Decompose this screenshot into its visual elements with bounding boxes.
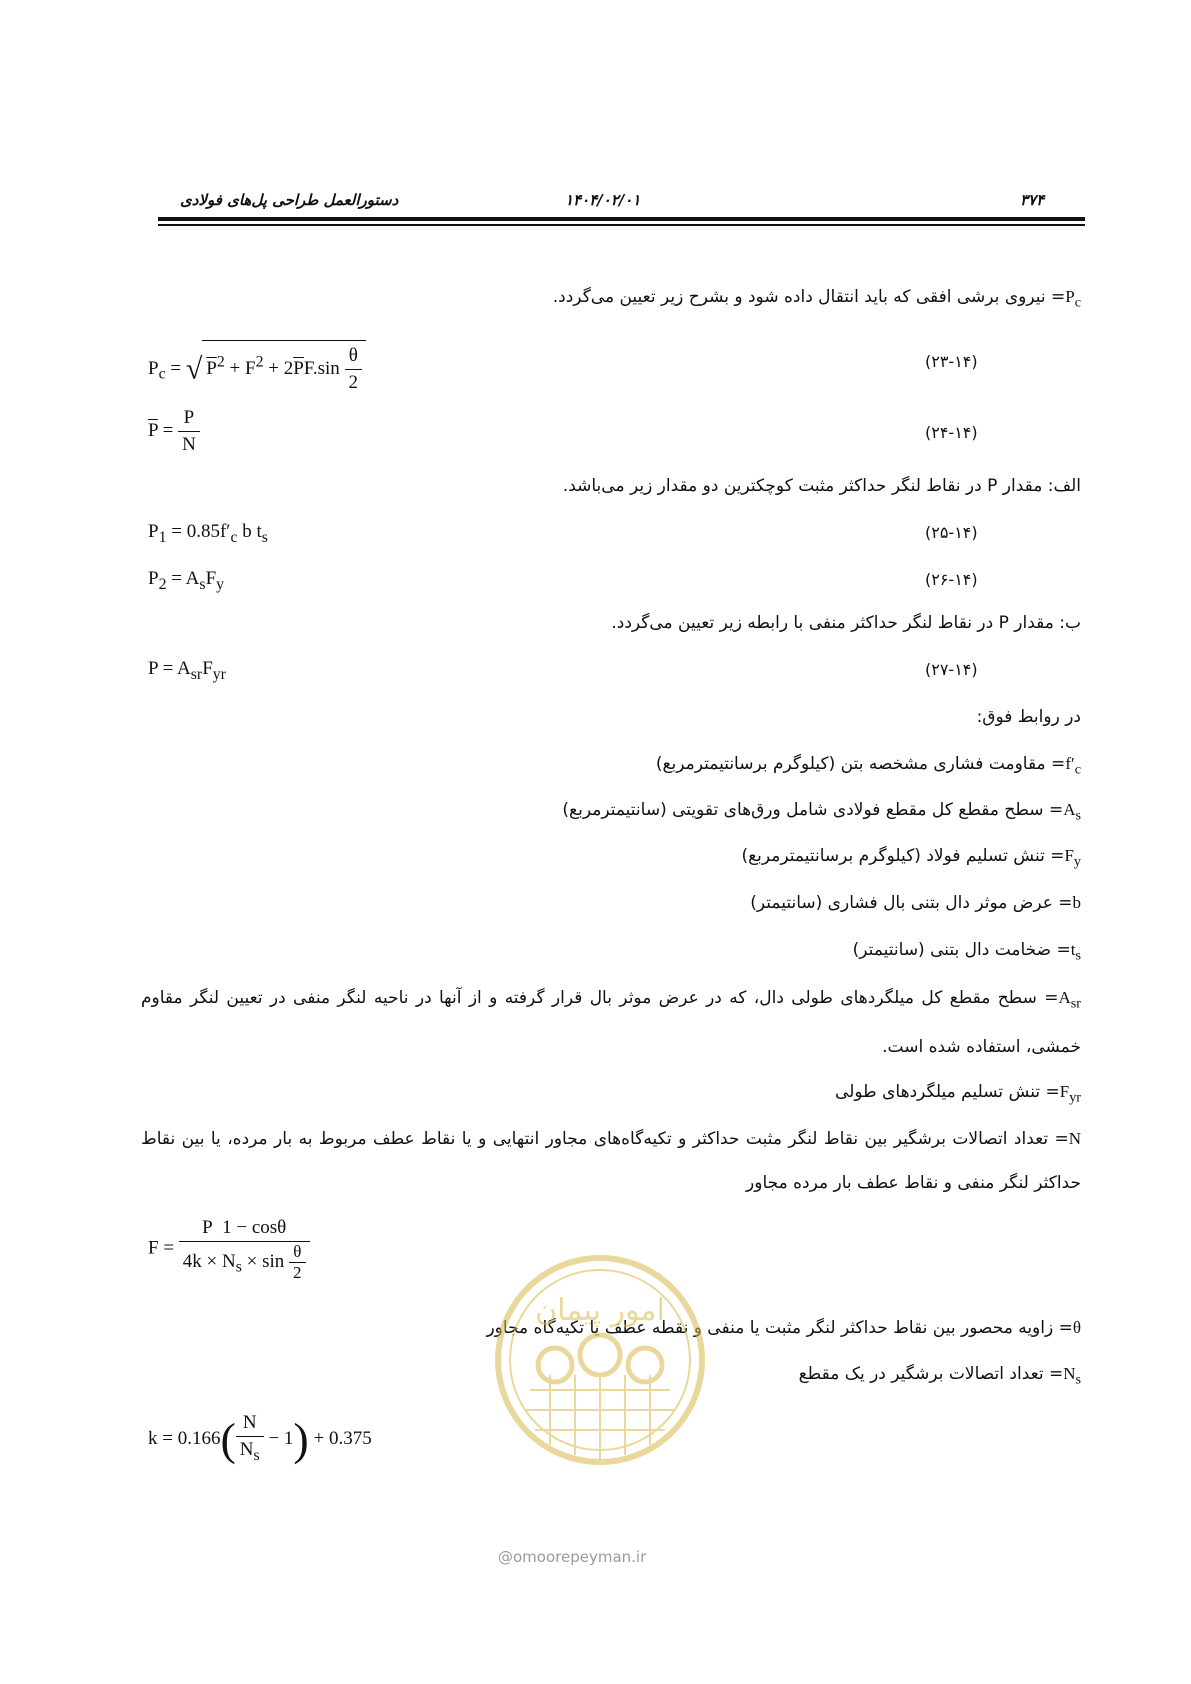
equation-k: k = 0.166( $\frac{N}{N_s}$ − 1) + 0.375: [148, 1412, 372, 1465]
header-rule-thick: [158, 217, 1085, 221]
fc-definition-text: = مقاومت فشاری مشخصه بتن (کیلوگرم برسانتیمترمربع): [655, 754, 1066, 774]
b-definition-text: = عرض موثر دال بتنی بال فشاری (سانتیمتر): [750, 893, 1073, 913]
fy-definition: [741, 846, 1081, 870]
watermark-logo: [490, 1250, 710, 1470]
n-definition-text: = تعداد اتصالات برشگیر بین نقاط لنگر مثبت حداکثر و تکیه‌گاه‌های مجاور انتهایی و یا نقاط عطف مربوط به بار مرده، یا بین نقاط حداکثر لنگر منفی و نقاط عطف بار مرده مجاور: [141, 1129, 1081, 1193]
asr-definition-text: = سطح مقطع کل میلگردهای طولی دال، که در عرض موثر بال قرار گرفته و از آنها در ناحیه لنگر منفی در تعیین لنگر مقاوم خمشی، استفاده شده است.: [141, 988, 1081, 1058]
theta-definition-text: = زاویه محصور بین نقاط حداکثر لنگر مثبت یا منفی و نقطه عطف یا تکیه‌گاه مجاور: [486, 1318, 1073, 1338]
case-b-text: ب: مقدار P در نقاط لنگر حداکثر منفی با رابطه زیر تعیین می‌گردد.: [611, 613, 1081, 633]
n-definition: [141, 1117, 1081, 1205]
case-a-text: الف: مقدار P در نقاط لنگر حداکثر مثبت کوچکترین دو مقدار زیر می‌باشد.: [562, 476, 1081, 496]
fyr-symbol: $F_{yr}$: [1059, 1082, 1081, 1106]
fc-definition: [656, 754, 1081, 778]
pc-definition-text: = نیروی برشی افقی که باید انتقال داده شود و بشرح زیر تعیین می‌گردد.: [552, 287, 1066, 307]
fyr-definition-text: = تنش تسلیم میلگردهای طولی: [835, 1082, 1060, 1102]
ts-definition-text: = ضخامت دال بتنی (سانتیمتر): [852, 940, 1071, 960]
equation-26: $P_2 = A_sF_y$: [148, 568, 225, 593]
as-definition-text: = سطح مقطع کل مقطع فولادی شامل ورق‌های تقویتی (سانتیمترمربع): [562, 800, 1064, 820]
equation-24: $\overline{P}$ = $\frac{P}{N}$: [148, 405, 200, 458]
ts-symbol: $t_s$: [1070, 940, 1081, 964]
ns-definition: [799, 1364, 1081, 1388]
pc-symbol: $P_c$: [1065, 287, 1081, 311]
asr-symbol: $A_{sr}$: [1058, 988, 1081, 1012]
ts-definition: [853, 940, 1081, 964]
as-definition: [562, 800, 1081, 824]
as-symbol: $A_s$: [1063, 800, 1081, 824]
b-symbol: b: [1072, 893, 1081, 912]
page-number: ۳۷۴: [1020, 191, 1045, 209]
equation-number-25: (۲۵-۱۴): [925, 523, 978, 542]
ns-definition-text: = تعداد اتصالات برشگیر در یک مقطع: [798, 1364, 1064, 1384]
equation-27: $P = A_{sr}F_{yr}$: [148, 658, 226, 683]
fy-definition-text: = تنش تسلیم فولاد (کیلوگرم برسانتیمترمربع): [741, 846, 1065, 866]
where-label: در روابط فوق:: [976, 707, 1081, 727]
theta-symbol: θ: [1072, 1318, 1081, 1337]
svg-text:امور پیمان: امور پیمان: [535, 1293, 665, 1328]
equation-25: $P_1 = 0.85f'_c$ b $t_s$: [148, 521, 268, 546]
watermark-url: @omoorepeyman.ir: [498, 1548, 647, 1566]
equation-f: F = P 1 − cosθ $4k \times N_s \times \sin$ $\frac{\theta}{2}$: [148, 1215, 310, 1283]
equation-number-24: (۲۴-۱۴): [925, 423, 978, 442]
header-rule-thin: [158, 224, 1085, 226]
equation-number-27: (۲۷-۱۴): [925, 660, 978, 679]
document-title: دستورالعمل طراحی پل‌های فولادی: [180, 191, 399, 209]
n-symbol: N: [1068, 1129, 1081, 1148]
equation-number-26: (۲۶-۱۴): [925, 570, 978, 589]
pc-definition: [553, 287, 1081, 311]
b-definition: [750, 893, 1081, 913]
equation-23: $P_c$ = √ $P^2 + F^2 + 2\overline{P}F.\sin$ $\frac{\theta}{2}$: [148, 340, 366, 396]
fyr-definition: [835, 1082, 1081, 1106]
ns-symbol: $N_s$: [1063, 1364, 1081, 1388]
fc-symbol: $f'_c$: [1065, 754, 1081, 778]
equation-number-23: (۲۳-۱۴): [925, 352, 978, 371]
fy-symbol: $F_y$: [1064, 846, 1081, 870]
asr-definition: [141, 976, 1081, 1069]
header-date: ۱۴۰۴/۰۲/۰۱: [565, 191, 641, 209]
